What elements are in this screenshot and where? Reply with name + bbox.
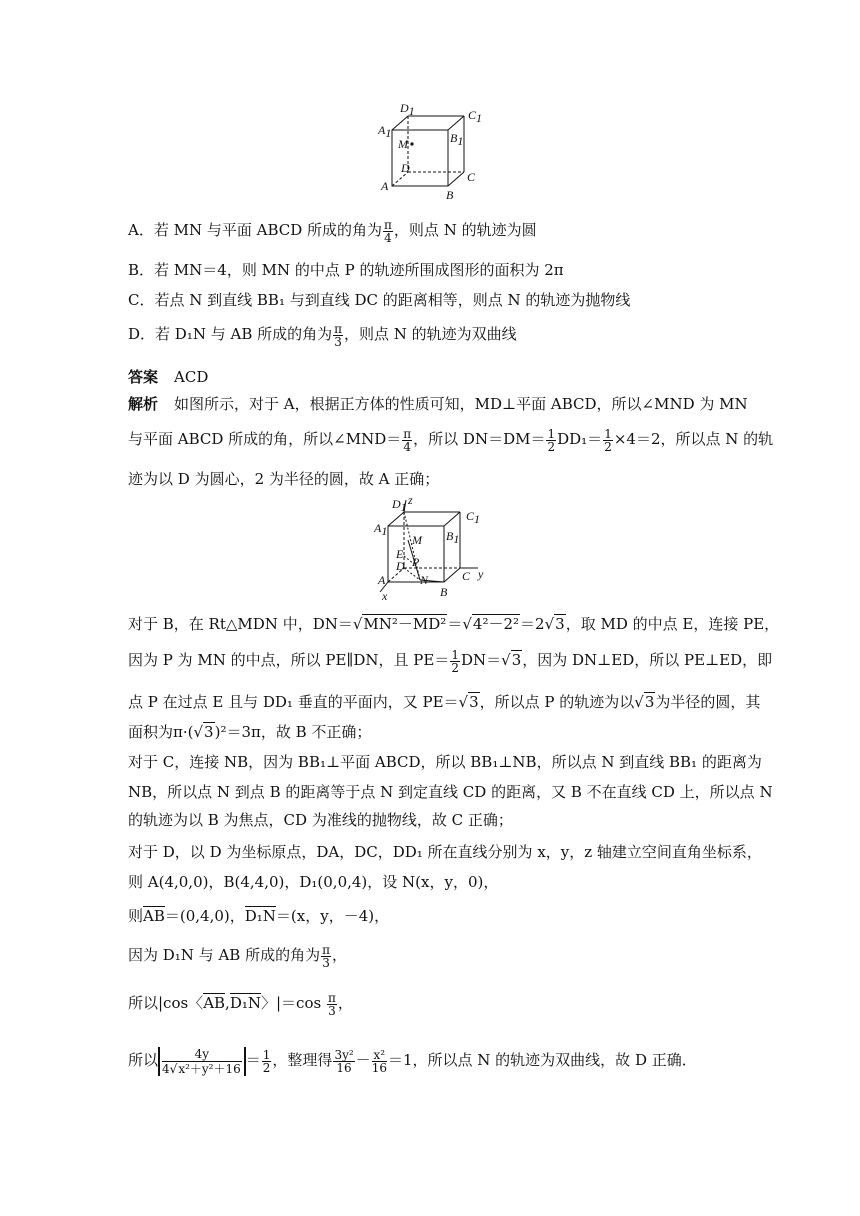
cube-figure-1 (372, 100, 492, 204)
option-d: D．若 D₁N 与 AB 所成的角为 $\frac{\pi}{3}$ ，则点 N 的轨迹为双曲线 (128, 321, 517, 349)
label-a1: A1 (378, 123, 392, 140)
analysis-c-line-2: NB，所以点 N 到点 B 的距离等于点 N 到定直线 CD 的距离，又 B 不在直线 CD 上，所以点 N (128, 783, 773, 801)
analysis-c-line-1: 对于 C，连接 NB，因为 BB₁⊥平面 ABCD，所以 BB₁⊥NB，所以点 N 到直线 BB₁ 的距离为 (128, 753, 762, 771)
label2-z: z (408, 496, 413, 507)
label-d: D (401, 161, 410, 175)
analysis-d-line-5: 所以|cos〈AB,D₁N〉|＝cos $\frac{\pi}{3}$ ， (128, 990, 353, 1018)
analysis-d-line-6: 所以 $\frac{4y}{\text{4√x²＋y²＋16}}$ ＝ $\frac{1}{2}$ ，整理得 $\frac{\text{3y²}}{16}$ － $\frac{\text{x²}}{16}$ ＝1，所以点 N 的轨迹为双曲线，故 D 正确． (128, 1046, 697, 1076)
label2-d1: D1 (392, 497, 407, 514)
analysis-d-line-4: 因为 D₁N 与 AB 所成的角为 $\frac{\pi}{3}$ ， (128, 942, 347, 970)
label-c1: C1 (468, 108, 483, 125)
label-m: M (398, 137, 408, 151)
analysis-b-line-2: 因为 P 为 MN 的中点，所以 PE∥DN，且 PE＝ $\frac{1}{2}$ DN＝√3，因为 DN⊥ED，所以 PE⊥ED，即 (128, 647, 773, 675)
label-b: B (446, 188, 454, 202)
vector-d1n: D₁N (244, 907, 276, 925)
analysis-line-1: 解析 如图所示，对于 A，根据正方体的性质可知，MD⊥平面 ABCD，所以∠MND 为 MN (128, 395, 748, 413)
label-c: C (467, 170, 476, 184)
point-m (410, 142, 413, 145)
analysis-b-line-4: 面积为π·(√3)²＝3π，故 B 不正确； (128, 723, 372, 741)
label2-a1: A1 (374, 521, 388, 538)
label-a: A (381, 179, 389, 193)
option-c: C．若点 N 到直线 BB₁ 与到直线 DC 的距离相等，则点 N 的轨迹为抛物线 (128, 291, 631, 309)
analysis-d-line-1: 对于 D，以 D 为坐标原点，DA，DC，DD₁ 所在直线分别为 x，y，z 轴建立空间直角坐标系， (128, 843, 762, 861)
fraction: $\frac{\pi}{4}$ (384, 217, 392, 245)
analysis-d-line-3: 则AB＝(0,4,0)，D₁N＝(x，y，－4)， (128, 907, 390, 925)
label2-p: P (412, 555, 420, 569)
label-d1: D1 (400, 101, 415, 118)
label2-c1: C1 (466, 509, 481, 526)
analysis-d-line-2: 则 A(4,0,0)，B(4,4,0)，D₁(0,0,4)，设 N(x，y，0)， (128, 873, 499, 891)
label2-a: A (378, 573, 386, 587)
answer-line (128, 367, 764, 387)
analysis-label: 解析 (128, 395, 159, 413)
label2-n: N (420, 573, 429, 587)
analysis-line-2: 与平面 ABCD 所成的角，所以∠MND＝ $\frac{\pi}{4}$ ，所以 DN＝DM＝ $\frac{1}{2}$ DD₁＝ $\frac{1}{2}$ ×4＝2，所以点 N 的轨 (128, 426, 774, 454)
fraction: $\frac{\pi}{3}$ (334, 321, 343, 349)
vector-ab: AB (143, 907, 165, 925)
label2-d: D (396, 559, 405, 573)
answer-label: 答案 (128, 368, 159, 386)
label2-c: C (462, 569, 471, 583)
label2-b1: B1 (446, 529, 460, 546)
analysis-b-line-3: 点 P 在过点 E 且与 DD₁ 垂直的平面内，又 PE＝√3，所以点 P 的轨迹为以√3为半径的圆，其 (128, 693, 761, 711)
label2-x: x (382, 589, 388, 603)
label2-e: E (396, 547, 404, 561)
label2-y: y (478, 567, 484, 581)
answer-value: ACD (174, 368, 209, 386)
option-a: A．若 MN 与平面 ABCD 所成的角为 $\frac{\pi}{4}$ ，则点 N 的轨迹为圆 (128, 217, 537, 245)
analysis-line-3: 迹为以 D 为圆心，2 为半径的圆，故 A 正确； (128, 470, 440, 488)
analysis-b-line-1: 对于 B，在 Rt△MDN 中，DN＝√MN²－MD²＝√4²－2²＝2√3，取 MD 的中点 E，连接 PE， (128, 615, 780, 633)
label2-m: M (412, 533, 422, 547)
label-b1: B1 (450, 131, 464, 148)
option-b: B．若 MN＝4，则 MN 的中点 P 的轨迹所围成图形的面积为 2π (128, 261, 564, 279)
analysis-c-line-3: 的轨迹为以 B 为焦点，CD 为准线的抛物线，故 C 正确； (128, 811, 513, 829)
label2-b: B (440, 585, 448, 599)
cube-figure-2 (368, 496, 498, 606)
abs-fraction: $\frac{4y}{\text{4√x²＋y²＋16}}$ (158, 1047, 246, 1076)
